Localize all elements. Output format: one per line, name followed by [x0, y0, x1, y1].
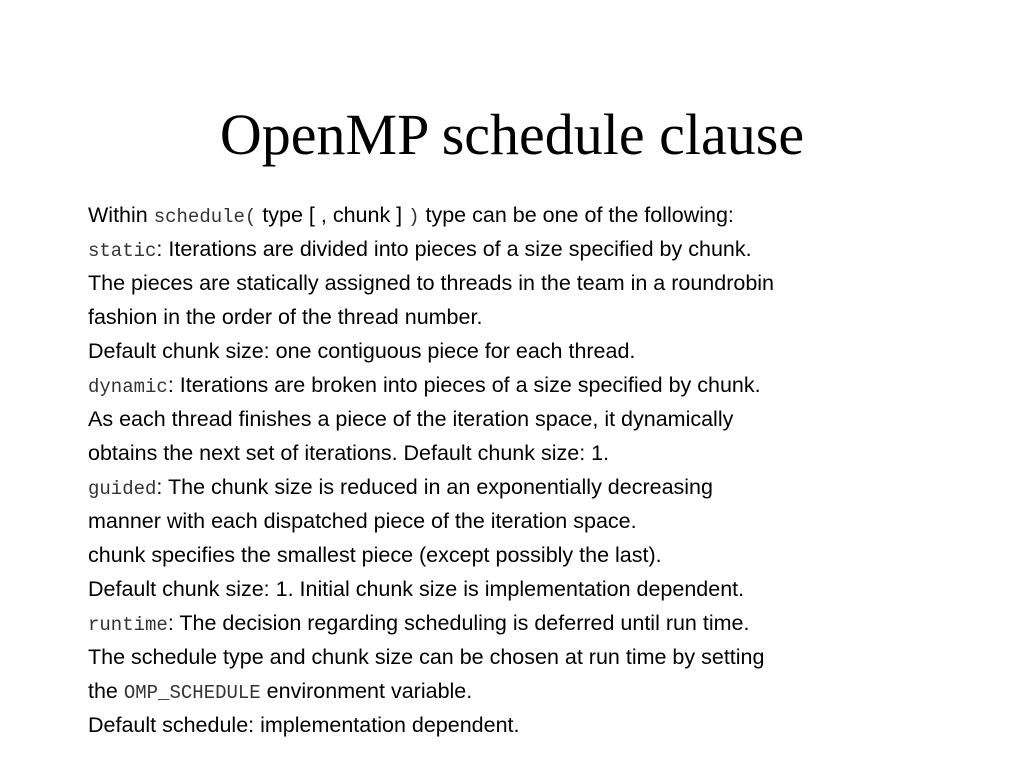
guided-line-4: Default chunk size: 1. Initial chunk size is implementation dependent.: [88, 577, 745, 601]
runtime-text-3-prefix: the: [88, 679, 124, 703]
guided-line-1: [88, 470, 988, 504]
dynamic-line-3: obtains the next set of iterations. Default chunk size: 1.: [88, 441, 610, 465]
schedule-code-close: ): [408, 206, 420, 228]
intro-suffix: type can be one of the following:: [419, 203, 734, 227]
runtime-keyword: runtime: [88, 614, 168, 636]
runtime-text-1: : The decision regarding scheduling is deferred until run time.: [167, 611, 750, 635]
guided-text-1: : The chunk size is reduced in an exponentially decreasing: [156, 475, 713, 499]
omp-schedule-env-var: OMP_SCHEDULE: [123, 682, 261, 704]
intro-type-chunk: type [ , chunk ]: [256, 203, 409, 227]
static-line-2: The pieces are statically assigned to threads in the team in a roundrobin: [88, 271, 775, 295]
static-text-1: : Iterations are divided into pieces of a size specified by chunk.: [156, 237, 752, 261]
dynamic-text-1: : Iterations are broken into pieces of a size specified by chunk.: [167, 373, 761, 397]
static-line-1: [88, 232, 988, 266]
slide-title: OpenMP schedule clause: [219, 102, 805, 167]
runtime-line-3: [88, 674, 988, 708]
slide-body: [88, 198, 988, 742]
guided-line-3: chunk specifies the smallest piece (except possibly the last).: [88, 543, 662, 567]
intro-prefix: Within: [88, 203, 154, 227]
intro-line: [88, 198, 988, 232]
dynamic-keyword: dynamic: [88, 376, 168, 398]
runtime-line-1: [88, 606, 988, 640]
schedule-code-open: schedule(: [153, 206, 257, 228]
runtime-line-2: The schedule type and chunk size can be chosen at run time by setting: [88, 645, 765, 669]
dynamic-line-1: [88, 368, 988, 402]
dynamic-line-2: As each thread finishes a piece of the iteration space, it dynamically: [88, 407, 734, 431]
static-line-3: fashion in the order of the thread number.: [88, 305, 483, 329]
static-keyword: static: [88, 240, 157, 262]
runtime-line-4: Default schedule: implementation dependent.: [88, 713, 520, 737]
guided-keyword: guided: [88, 478, 157, 500]
runtime-text-3-suffix: environment variable.: [260, 679, 473, 703]
static-line-4: Default chunk size: one contiguous piece for each thread.: [88, 339, 636, 363]
guided-line-2: manner with each dispatched piece of the iteration space.: [88, 509, 637, 533]
